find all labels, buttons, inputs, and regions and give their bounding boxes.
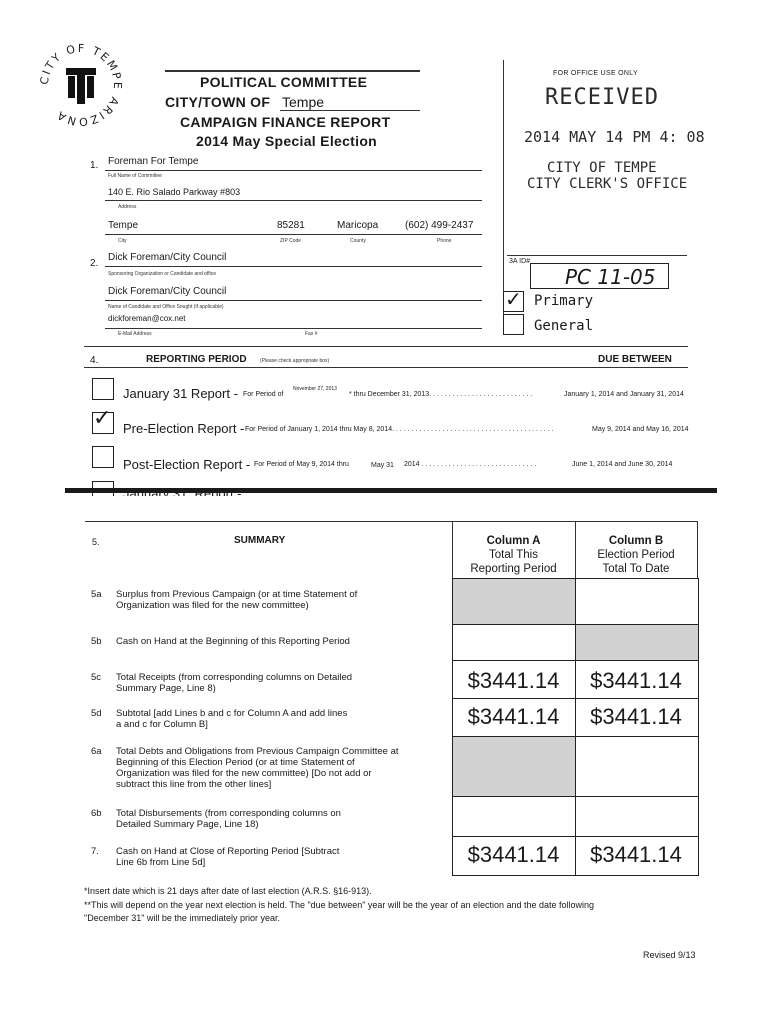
row-6b-line: Total Disbursements (from corresponding columns on — [116, 808, 341, 819]
row-7-id: 7. — [91, 846, 99, 857]
row-5c-line: Total Receipts (from corresponding columns on Detailed — [116, 672, 353, 683]
row-6b-line: Detailed Summary Page, Line 18) — [116, 819, 259, 830]
section-1-number: 1. — [90, 160, 99, 171]
committee-name-caption: Full Name of Committee — [108, 173, 162, 179]
row-5d-col-b: $3441.14 — [590, 704, 682, 729]
row-6a-line: Total Debts and Obligations from Previous Campaign Committee at — [116, 746, 399, 757]
pre-election-period: For Period of January 1, 2014 thru May 8, 2014. . . . . . . . . . . . . . . . . . . . . . . . . . . . . . . . . . . . . . . . . . — [245, 426, 554, 433]
section-5-number: 5. — [92, 537, 100, 547]
january-period-start: November 27, 2013 — [293, 386, 337, 392]
committee-phone: (602) 499-2437 — [405, 220, 474, 231]
column-b-header — [575, 534, 697, 576]
committee-name: Foreman For Tempe — [108, 156, 199, 167]
revised-date: Revised 9/13 — [643, 950, 696, 960]
address-caption: Address — [118, 204, 137, 210]
pre-election-due-dates: May 9, 2014 and May 16, 2014 — [592, 426, 689, 433]
id-label: 3A ID# — [509, 258, 531, 265]
january-report-label: January 31 Report - — [123, 386, 238, 401]
column-a-sub1: Total This — [488, 549, 538, 561]
pre-election-check-icon: ✓ — [93, 405, 112, 430]
january-period-end: * thru December 31, 2013. . . . . . . . . . . . . . . . . . . . . . . . . . . — [349, 391, 533, 398]
row-6a-desc — [116, 746, 399, 790]
general-checkbox[interactable] — [503, 314, 524, 335]
summary-title: SUMMARY — [234, 535, 286, 546]
row-6a-line: subtract this line from the other lines] — [116, 779, 272, 790]
row-6b-col-b — [575, 796, 699, 838]
received-office: CITY CLERK'S OFFICE — [527, 176, 688, 192]
row-5c-col-a: $3441.14 — [467, 668, 560, 693]
primary-label: Primary — [534, 293, 594, 309]
received-city: CITY OF TEMPE — [547, 160, 657, 176]
footnote-1: *Insert date which is 21 days after date of last election (A.R.S. §16-913). — [84, 886, 372, 896]
report-title: CAMPAIGN FINANCE REPORT — [180, 114, 391, 130]
column-b-title: Column B — [608, 535, 664, 547]
row-5b-id: 5b — [91, 636, 102, 647]
city-seal — [38, 42, 124, 128]
row-7-line: Cash on Hand at Close of Reporting Period [Subtract — [116, 846, 340, 857]
office-use-label: FOR OFFICE USE ONLY — [553, 70, 638, 77]
row-5d-line: Subtotal [add Lines b and c for Column A and add lines — [116, 708, 348, 719]
received-stamp: RECEIVED — [545, 85, 659, 110]
sponsor-org: Dick Foreman/City Council — [108, 252, 227, 263]
row-6a-col-a — [452, 736, 577, 798]
seal-icon — [38, 42, 124, 128]
candidate-name: Dick Foreman/City Council — [108, 286, 227, 297]
row-5d-col-a: $3441.14 — [467, 704, 560, 729]
row-6a-id: 6a — [91, 746, 102, 757]
column-b-sub1: Election Period — [597, 549, 675, 561]
committee-county: Maricopa — [337, 220, 379, 231]
row-6b-col-a — [452, 796, 577, 838]
pre-election-label: Pre-Election Report - — [123, 421, 245, 436]
contact-email: dickforeman@cox.net — [108, 314, 186, 323]
column-a-title: Column A — [486, 535, 541, 547]
reporting-period-label: REPORTING PERIOD — [146, 354, 247, 365]
row-5c-id: 5c — [91, 672, 102, 683]
row-6a-line: Organization was filed for the new committee) [Do not add or — [116, 768, 372, 779]
footnote-2: **This will depend on the year next election is held. The "due between" year will be the year of an election and the date following — [84, 900, 595, 910]
city-label: CITY/TOWN OF — [165, 94, 271, 110]
phone-caption: Phone — [437, 238, 452, 244]
january-period-label: For Period of — [243, 391, 284, 398]
row-5a-col-a — [452, 578, 577, 626]
row-5b-col-b — [575, 624, 699, 662]
post-election-period-end: 2014 . . . . . . . . . . . . . . . . . . . . . . . . . . . . . . — [404, 461, 537, 468]
row-5d-desc — [116, 708, 347, 730]
row-5d-id: 5d — [91, 708, 102, 719]
reporting-period-note: (Please check appropriate box) — [260, 358, 330, 364]
email-caption: E-Mail Address — [118, 331, 152, 337]
column-b-sub2: Total To Date — [602, 563, 670, 575]
fax-caption: Fax # — [305, 331, 318, 337]
row-5a-desc — [116, 589, 357, 611]
section-2-number: 2. — [90, 258, 99, 269]
post-election-period-handwritten: May 31 — [371, 462, 394, 469]
row-6b-desc — [116, 808, 341, 830]
column-a-header — [452, 534, 575, 576]
post-election-checkbox[interactable] — [92, 446, 114, 468]
city-value: Tempe — [282, 94, 325, 110]
received-timestamp: 2014 MAY 14 PM 4: 08 — [524, 128, 705, 146]
row-6a-line: Beginning of this Election Period (or at time Statement of — [116, 757, 355, 768]
committee-address: 140 E. Rio Salado Parkway #803 — [108, 187, 241, 197]
due-between-label: DUE BETWEEN — [598, 354, 672, 365]
row-5a-line: Organization was filed for the new committee) — [116, 600, 309, 611]
row-7-desc — [116, 846, 339, 868]
row-6b-id: 6b — [91, 808, 102, 819]
column-a-sub2: Reporting Period — [470, 563, 557, 575]
row-7-col-b: $3441.14 — [590, 842, 682, 867]
row-5d-line: a and c for Column B] — [116, 719, 208, 730]
sponsor-org-caption: Sponsoring Organization or Candidate and office — [108, 271, 217, 277]
row-5c-line: Summary Page, Line 8) — [116, 683, 216, 694]
zip-caption: ZIP Code — [280, 238, 302, 244]
candidate-caption: Name of Candidate and Office Sought (if applicable) — [108, 304, 224, 310]
row-5c-col-b: $3441.14 — [590, 668, 682, 693]
row-5b-desc: Cash on Hand at the Beginning of this Reporting Period — [116, 636, 350, 647]
primary-check-icon: ✓ — [505, 289, 522, 311]
january-due-dates: January 1, 2014 and January 31, 2014 — [564, 391, 684, 398]
form-type: POLITICAL COMMITTEE — [200, 74, 368, 90]
row-6a-col-b — [575, 736, 699, 798]
row-5a-line: Surplus from Previous Campaign (or at time Statement of — [116, 589, 358, 600]
section-4-number: 4. — [90, 355, 99, 366]
id-value: PC 11-05 — [565, 265, 656, 289]
election-name: 2014 May Special Election — [196, 133, 378, 149]
post-election-period: For Period of May 9, 2014 thru — [254, 461, 349, 468]
general-label: General — [534, 318, 594, 334]
seal-ring-text: CITY OF TEMPE ARIZONA — [38, 42, 124, 128]
row-7-col-a: $3441.14 — [467, 842, 560, 867]
january-report-checkbox[interactable] — [92, 378, 114, 400]
committee-city: Tempe — [108, 220, 139, 231]
city-caption: City — [118, 238, 127, 244]
row-5a-col-b — [575, 578, 699, 626]
committee-zip: 85281 — [277, 220, 305, 231]
footnote-3: "December 31" will be the immediately prior year. — [84, 913, 280, 923]
row-5a-id: 5a — [91, 589, 102, 600]
post-election-due-dates: June 1, 2014 and June 30, 2014 — [572, 461, 673, 468]
page-divider — [65, 488, 717, 493]
row-5b-col-a — [452, 624, 577, 662]
row-7-line: Line 6b from Line 5d] — [116, 857, 206, 868]
post-election-label: Post-Election Report - — [123, 457, 251, 472]
county-caption: County — [350, 238, 366, 244]
row-5c-desc — [116, 672, 352, 694]
